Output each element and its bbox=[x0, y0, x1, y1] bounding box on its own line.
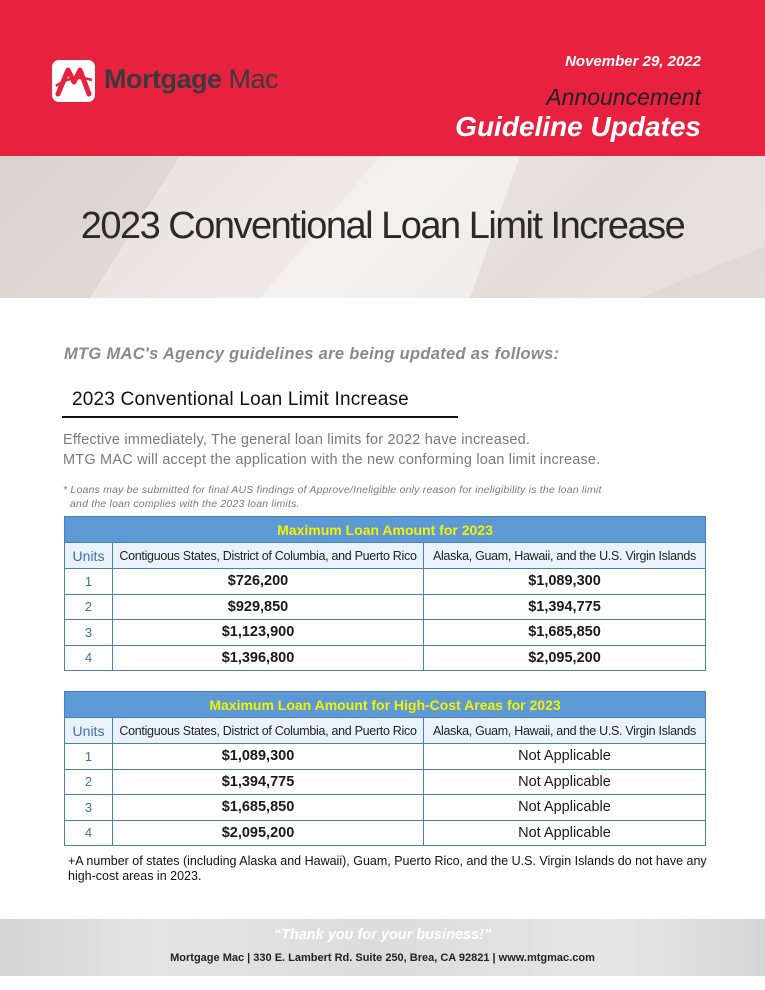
table-caption: Maximum Loan Amount for 2023 bbox=[65, 517, 706, 543]
cell-alaska: Not Applicable bbox=[424, 795, 706, 821]
company-address: Mortgage Mac | 330 E. Lambert Rd. Suite 250, Brea, CA 92821 | www.mtgmac.com bbox=[170, 952, 595, 964]
cell-units: 4 bbox=[65, 820, 113, 846]
cell-alaska: Not Applicable bbox=[424, 744, 706, 770]
header-alaska: Alaska, Guam, Hawaii, and the U.S. Virgin Islands bbox=[424, 718, 706, 744]
header-band bbox=[0, 0, 765, 156]
max-loan-table bbox=[64, 516, 706, 671]
cell-contiguous: $1,396,800 bbox=[113, 645, 424, 671]
logo-wordmark: Mortgage Mac bbox=[104, 64, 279, 94]
aus-note-line-2: and the loan complies with the 2023 loan limits. bbox=[70, 498, 300, 510]
footer-band bbox=[0, 919, 765, 976]
aus-note bbox=[63, 483, 723, 511]
cell-units: 4 bbox=[65, 645, 113, 671]
cell-alaska: $2,095,200 bbox=[424, 645, 706, 671]
table-row bbox=[65, 594, 706, 620]
table-row bbox=[65, 769, 706, 795]
guideline-updates-heading: Guideline Updates bbox=[455, 111, 701, 142]
table-header-row bbox=[65, 718, 706, 744]
table-row bbox=[65, 620, 706, 646]
cell-alaska: Not Applicable bbox=[424, 769, 706, 795]
cell-alaska: $1,394,775 bbox=[424, 594, 706, 620]
effective-paragraph bbox=[63, 430, 600, 470]
cell-contiguous: $1,685,850 bbox=[113, 795, 424, 821]
cell-alaska: Not Applicable bbox=[424, 820, 706, 846]
cell-contiguous: $1,394,775 bbox=[113, 769, 424, 795]
announcement-date: November 29, 2022 bbox=[565, 53, 701, 70]
thank-you-message: “Thank you for your business!” bbox=[273, 927, 492, 943]
cell-units: 3 bbox=[65, 795, 113, 821]
effective-line-2: MTG MAC will accept the application with the new conforming loan limit increase. bbox=[63, 452, 601, 468]
header-contiguous: Contiguous States, District of Columbia, and Puerto Rico bbox=[113, 718, 424, 744]
cell-units: 2 bbox=[65, 769, 113, 795]
cell-units: 2 bbox=[65, 594, 113, 620]
table-caption: Maximum Loan Amount for High-Cost Areas for 2023 bbox=[65, 692, 706, 718]
cell-units: 1 bbox=[65, 569, 113, 595]
table-header-row bbox=[65, 543, 706, 569]
effective-line-1: Effective immediately, The general loan limits for 2022 have increased. bbox=[63, 432, 531, 448]
header-units: Units bbox=[65, 543, 113, 569]
table-row bbox=[65, 645, 706, 671]
high-cost-loan-table bbox=[64, 691, 706, 846]
cell-alaska: $1,685,850 bbox=[424, 620, 706, 646]
section-title-text: 2023 Conventional Loan Limit Increase bbox=[72, 389, 409, 410]
cell-contiguous: $929,850 bbox=[113, 594, 424, 620]
cell-alaska: $1,089,300 bbox=[424, 569, 706, 595]
table-row bbox=[65, 744, 706, 770]
cell-units: 1 bbox=[65, 744, 113, 770]
table-caption-row bbox=[65, 692, 706, 718]
cell-contiguous: $1,089,300 bbox=[113, 744, 424, 770]
header-alaska: Alaska, Guam, Hawaii, and the U.S. Virgin Islands bbox=[424, 543, 706, 569]
banner-title: 2023 Conventional Loan Limit Increase bbox=[80, 205, 685, 247]
cell-contiguous: $726,200 bbox=[113, 569, 424, 595]
cell-contiguous: $2,095,200 bbox=[113, 820, 424, 846]
aus-note-line-1: * Loans may be submitted for final AUS findings of Approve/Ineligible only reason for ineligibility is the loan limit bbox=[63, 484, 602, 496]
table-row bbox=[65, 820, 706, 846]
logo-mark-icon bbox=[52, 60, 95, 102]
title-banner bbox=[0, 156, 765, 298]
table-row bbox=[65, 569, 706, 595]
cell-contiguous: $1,123,900 bbox=[113, 620, 424, 646]
intro-text: MTG MAC's Agency guidelines are being updated as follows: bbox=[64, 345, 560, 363]
table-row bbox=[65, 795, 706, 821]
section-title bbox=[62, 388, 458, 418]
cell-units: 3 bbox=[65, 620, 113, 646]
header-units: Units bbox=[65, 718, 113, 744]
table-caption-row bbox=[65, 517, 706, 543]
announcement-label: Announcement bbox=[546, 84, 701, 110]
company-logo bbox=[52, 60, 292, 104]
header-contiguous: Contiguous States, District of Columbia, and Puerto Rico bbox=[113, 543, 424, 569]
high-cost-footnote: +A number of states (including Alaska and Hawaii), Guam, Puerto Rico, and the U.S. Virgin Islands do not have any high-cost areas in 2023. bbox=[68, 854, 707, 883]
